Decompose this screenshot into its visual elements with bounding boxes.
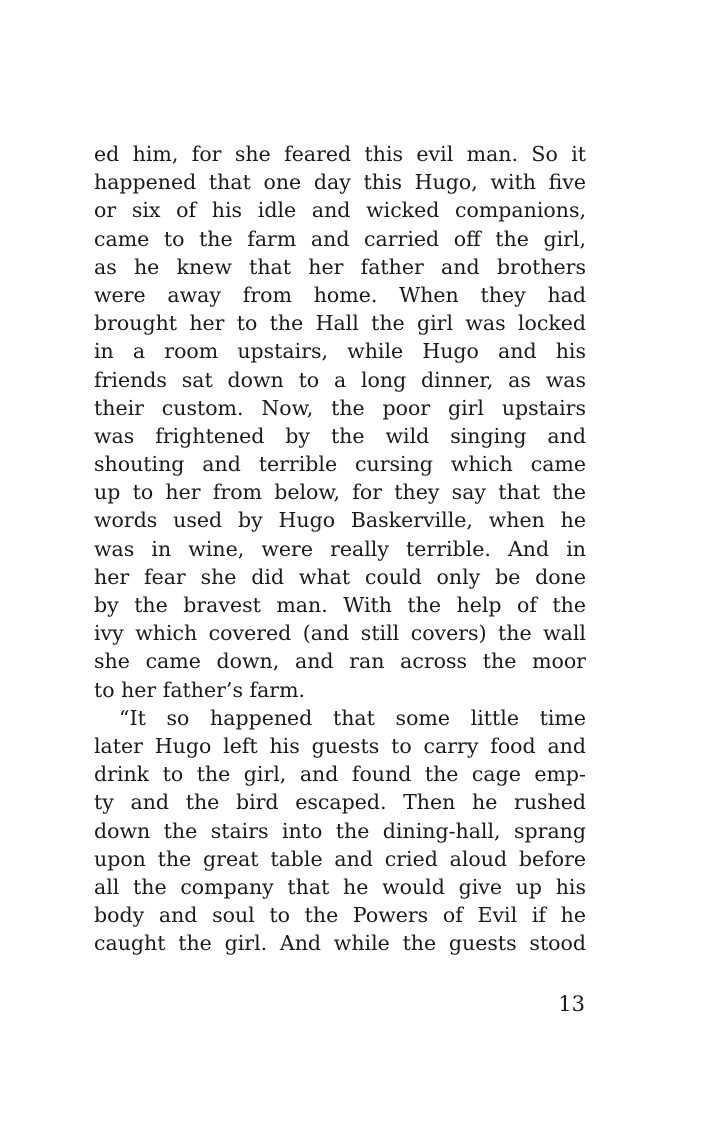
text-line: ivy which covered (and still covers) the wall	[94, 621, 586, 646]
text-line: body and soul to the Powers of Evil if he	[94, 903, 586, 928]
paragraph-end-line: to her father’s farm.	[94, 677, 306, 702]
text-line: as he knew that her father and brothers	[94, 254, 586, 279]
text-line: came to the farm and carried off the girl,	[94, 226, 586, 251]
text-line: was frightened by the wild singing and	[94, 423, 586, 448]
page-number: 13	[558, 992, 585, 1016]
text-line: brought her to the Hall the girl was locked	[94, 311, 586, 336]
text-line: their custom. Now, the poor girl upstairs	[94, 395, 586, 420]
text-line: were away from home. When they had	[94, 282, 586, 307]
text-line: in a room upstairs, while Hugo and his	[94, 339, 586, 364]
paragraph-start-line: “It so happened that some little time	[119, 705, 586, 730]
text-line: drink to the girl, and found the cage emp-	[94, 762, 586, 787]
text-line: her fear she did what could only be done	[94, 564, 586, 589]
text-line: caught the girl. And while the guests stood	[94, 931, 586, 956]
text-line: happened that one day this Hugo, with five	[94, 170, 586, 195]
text-line: later Hugo left his guests to carry food and	[94, 733, 586, 758]
text-line: down the stairs into the dining-hall, sprang	[94, 818, 586, 843]
text-line: friends sat down to a long dinner, as was	[94, 367, 586, 392]
text-line: was in wine, were really terrible. And in	[94, 536, 586, 561]
text-line: ty and the bird escaped. Then he rushed	[94, 790, 586, 815]
text-line: she came down, and ran across the moor	[94, 649, 586, 674]
text-line: or six of his idle and wicked companions,	[94, 198, 586, 223]
text-line: upon the great table and cried aloud before	[94, 846, 586, 871]
text-line: by the bravest man. With the help of the	[94, 593, 586, 617]
text-line: words used by Hugo Baskerville, when he	[94, 508, 586, 533]
text-line: ed him, for she feared this evil man. So it	[94, 142, 586, 166]
text-line: up to her from below, for they say that the	[94, 480, 586, 505]
body-text	[94, 140, 586, 957]
text-line: all the company that he would give up his	[94, 874, 586, 899]
text-line: shouting and terrible cursing which came	[94, 452, 586, 477]
